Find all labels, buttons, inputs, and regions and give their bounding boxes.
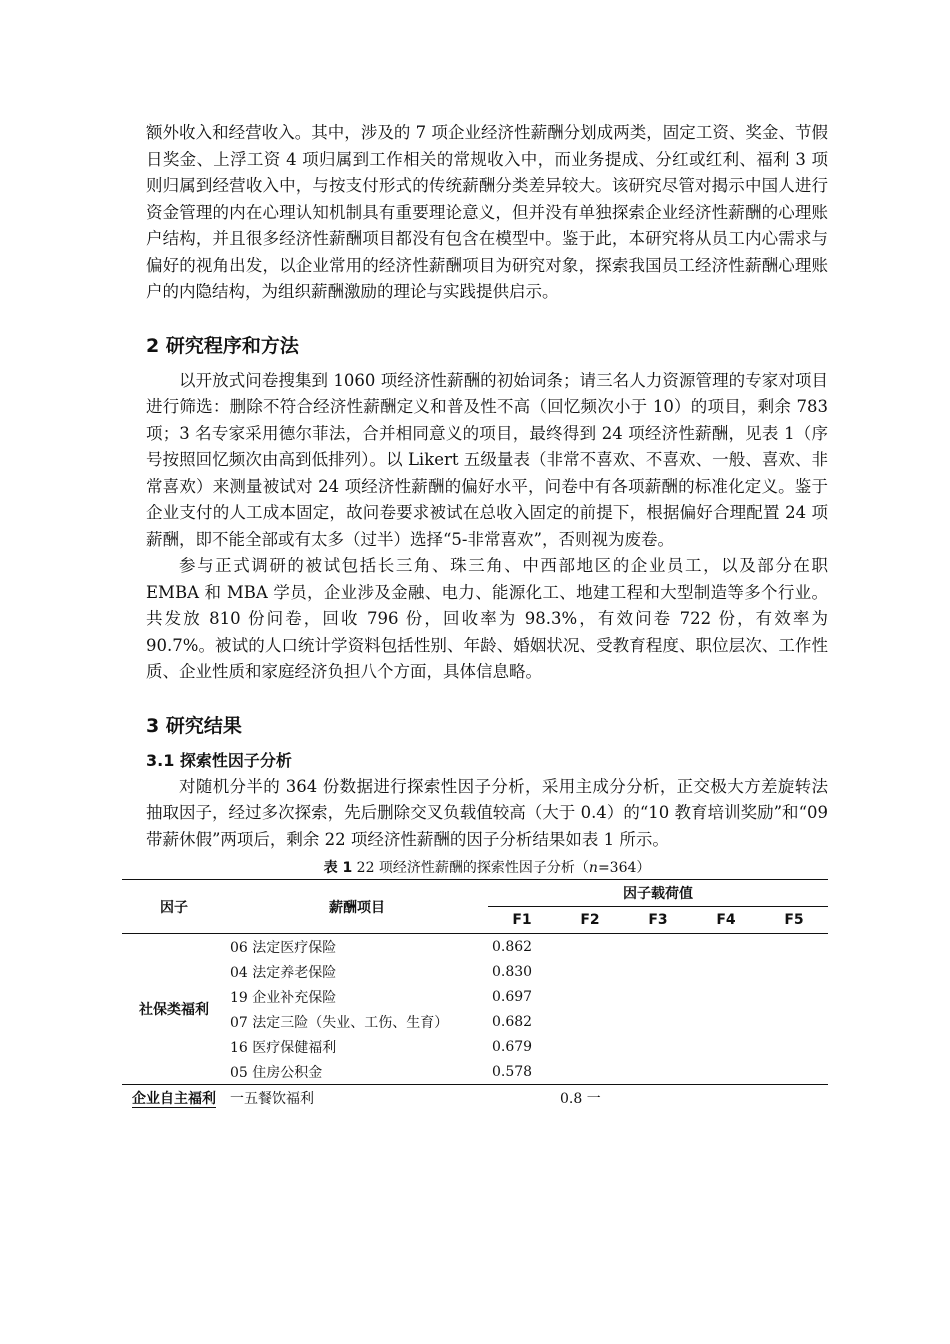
table-caption-tail: =364） — [597, 860, 651, 876]
section-3-heading: 3 研究结果 — [146, 714, 242, 737]
row-item: 05 住房公积金 — [230, 1064, 323, 1081]
header-f1: F1 — [488, 907, 556, 934]
row-item: 06 法定医疗保险 — [230, 939, 337, 956]
row-f1: 0.830 — [492, 963, 533, 980]
section-2-paragraph-1: 以开放式问卷搜集到 1060 项经济性薪酬的初始词条；请三名人力资源管理的专家对项目进行筛选：删除不符合经济性薪酬定义和普及性不高（回忆频次小于 10）的项目，剩余 783 项；3 名专家采用德尔菲法，合并相同意义的项目，最终得到 24 项经济性薪酬，见表 1（序号按照回忆频次由高到低排列）。以 Likert 五级量表（非常不喜欢、不喜欢、一般、喜欢、非常喜欢）来测量被试对 24 项经济性薪酬的偏好水平，问卷中有各项薪酬的标准化定义。鉴于企业支付的人工成本固定，故问卷要求被试在总收入固定的前提下，根据偏好合理配置 24 项薪酬，即不能全部或有太多（过半）选择“5-非常喜欢”，否则视为废卷。 — [146, 370, 828, 549]
header-f3: F3 — [624, 907, 692, 934]
row-f1: 0.578 — [492, 1063, 533, 1080]
header-factor: 因子 — [122, 880, 226, 934]
header-loading: 因子载荷值 — [488, 880, 828, 907]
table-caption — [146, 857, 828, 879]
group-2-name: 企业自主福利 — [132, 1090, 216, 1107]
table-row — [122, 984, 828, 1009]
group-1-name: 社保类福利 — [139, 1002, 209, 1018]
header-f4: F4 — [692, 907, 760, 934]
table-row — [122, 1059, 828, 1085]
table-header-row — [122, 880, 828, 907]
table-caption-text: 22 项经济性薪酬的探索性因子分析（ — [356, 860, 589, 876]
row-item: 04 法定养老保险 — [230, 964, 337, 981]
table-row — [122, 1009, 828, 1034]
intro-paragraph: 额外收入和经营收入。其中，涉及的 7 项企业经济性薪酬分划成两类，固定工资、奖金、节假日奖金、上浮工资 4 项归属到工作相关的常规收入中，而业务提成、分红或红利、福利 3 项则归属到经营收入中，与按支付形式的传统薪酬分类差异较大。该研究尽管对揭示中国人进行资金管理的内在心理认知机制具有重要理论意义，但并没有单独探索企业经济性薪酬的心理账户结构，并且很多经济性薪酬项目都没有包含在模型中。鉴于此，本研究将从员工内心需求与偏好的视角出发，以企业常用的经济性薪酬项目为研究对象，探索我国员工经济性薪酬心理账户的内隐结构，为组织薪酬激励的理论与实践提供启示。 — [146, 123, 828, 301]
header-f5: F5 — [760, 907, 828, 934]
header-item: 薪酬项目 — [226, 880, 488, 934]
section-3-1-heading: 3.1 探索性因子分析 — [146, 750, 292, 770]
header-f2: F2 — [556, 907, 624, 934]
row-f2: 0.8 一 — [556, 1085, 624, 1111]
section-2-heading: 2 研究程序和方法 — [146, 334, 299, 357]
table-row — [122, 959, 828, 984]
factor-analysis-table — [122, 879, 828, 1110]
row-f1: 0.862 — [492, 938, 533, 955]
section-3-1-paragraph: 对随机分半的 364 份数据进行探索性因子分析，采用主成分分析，正交极大方差旋转法抽取因子，经过多次探索，先后删除交叉负载值较高（大于 0.4）的“10 教育培训奖励”和“09 带薪休假”两项后，剩余 22 项经济性薪酬的因子分析结果如表 1 所示。 — [146, 776, 828, 849]
table-row — [122, 934, 828, 960]
row-f1: 0.697 — [492, 988, 533, 1005]
paper-page — [132, 120, 828, 1110]
table-row — [122, 1034, 828, 1059]
row-item: 19 企业补充保险 — [230, 989, 337, 1006]
row-f1: 0.682 — [492, 1013, 533, 1030]
table-caption-label: 表 1 — [323, 860, 353, 876]
row-f1: 0.679 — [492, 1038, 533, 1055]
table-caption-n: n — [588, 860, 598, 876]
section-2-paragraph-2: 参与正式调研的被试包括长三角、珠三角、中西部地区的企业员工，以及部分在职 EMBA 和 MBA 学员，企业涉及金融、电力、能源化工、地建工程和大型制造等多个行业。共发放 810 份问卷，回收 796 份，回收率为 98.3%，有效问卷 722 份，有效率为 90.7%。被试的人口统计学资料包括性别、年龄、婚姻状况、受教育程度、职位层次、工作性质、企业性质和家庭经济负担八个方面，具体信息略。 — [146, 556, 828, 681]
table-row — [122, 1085, 828, 1111]
row-item: 16 医疗保健福利 — [230, 1039, 337, 1056]
row-item: 07 法定三险（失业、工伤、生育） — [230, 1014, 449, 1031]
row-item: 一五餐饮福利 — [226, 1085, 488, 1111]
